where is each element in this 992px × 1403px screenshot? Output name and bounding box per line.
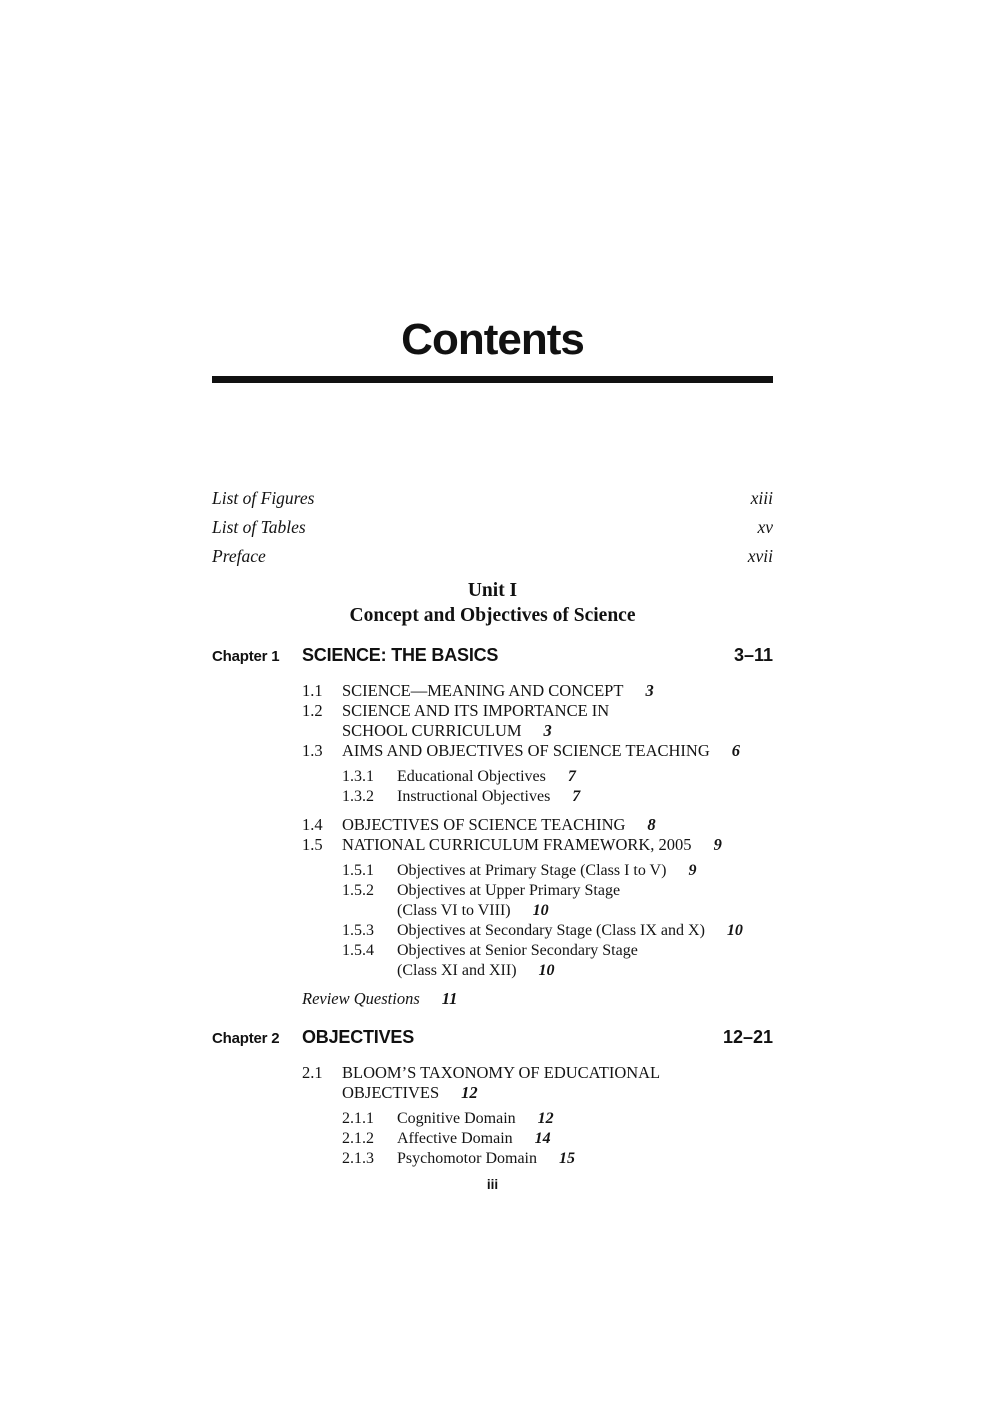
- front-matter-list: [212, 487, 773, 567]
- chapter-label: Chapter 1: [212, 648, 280, 665]
- front-matter-page: xiii: [750, 488, 773, 508]
- chapter-heading: [212, 1027, 773, 1048]
- page-number-footer: iii: [486, 1177, 499, 1192]
- toc-subentry: [342, 1129, 773, 1149]
- entry-page: 3: [645, 681, 654, 700]
- unit-heading: [212, 578, 773, 628]
- entry-text: [342, 815, 773, 835]
- entry-title-line: BLOOM’S TAXONOMY OF EDUCATIONAL: [342, 1063, 661, 1082]
- entry-title-line: Objectives at Senior Secondary Stage: [397, 942, 638, 959]
- entry-number: 2.1.2: [342, 1130, 374, 1147]
- entry-text: [397, 1149, 773, 1169]
- entry-text: [397, 1129, 773, 1149]
- front-matter-row: [212, 487, 773, 509]
- toc-subentry: [342, 1109, 773, 1129]
- entry-title: Objectives at Primary Stage (Class I to V): [397, 862, 667, 879]
- entry-text: [397, 921, 773, 941]
- entry-title-line: [342, 1083, 773, 1103]
- entry-title-line: [397, 961, 773, 981]
- entry-number: 1.5.1: [342, 862, 374, 879]
- entry-text: [342, 701, 773, 741]
- entry-page: 9: [688, 862, 697, 879]
- entry-title: AIMS AND OBJECTIVES OF SCIENCE TEACHING: [342, 741, 710, 760]
- toc-subentry: [342, 787, 773, 807]
- front-matter-page: xv: [757, 517, 773, 537]
- toc-subentry: [342, 767, 773, 787]
- entry-page: 9: [713, 835, 722, 854]
- entry-title-line: Objectives at Upper Primary Stage: [397, 882, 621, 899]
- subsection-group: [342, 1109, 773, 1169]
- entry-page: 10: [726, 922, 743, 939]
- entry-title-line: SCIENCE AND ITS IMPORTANCE IN: [342, 701, 610, 720]
- entry-number: 1.5: [302, 835, 323, 854]
- entry-page: 7: [572, 788, 581, 805]
- entry-page: 12: [537, 1110, 554, 1127]
- page-title: Contents: [401, 315, 584, 364]
- subsection-group: [342, 767, 773, 807]
- front-matter-row: [212, 516, 773, 538]
- entry-page: 11: [441, 989, 458, 1008]
- entry-number: 1.1: [302, 681, 323, 700]
- chapter-page-range: 12–21: [722, 1027, 773, 1047]
- entry-text: [397, 787, 773, 807]
- toc-subentry: [342, 881, 773, 921]
- entry-page: 10: [538, 962, 555, 979]
- entry-page: 7: [567, 768, 576, 785]
- entry-number: 1.5.2: [342, 882, 374, 899]
- chapter-page-range: 3–11: [733, 645, 773, 665]
- entry-number: 1.5.3: [342, 922, 374, 939]
- entry-text: [397, 767, 773, 787]
- toc-entry: [302, 815, 773, 835]
- toc-entry: [302, 701, 773, 741]
- entry-page: 8: [647, 815, 656, 834]
- chapter-title: SCIENCE: THE BASICS: [302, 645, 499, 665]
- toc-entry: [302, 741, 773, 761]
- entry-number: 1.4: [302, 815, 323, 834]
- entry-title: Educational Objectives: [397, 768, 546, 785]
- entry-number: 1.2: [302, 701, 323, 720]
- entry-title: NATIONAL CURRICULUM FRAMEWORK, 2005: [342, 835, 692, 854]
- chapter-heading: [212, 645, 773, 666]
- front-matter-row: [212, 545, 773, 567]
- toc-content: [212, 0, 773, 1192]
- chapter-title: OBJECTIVES: [302, 1027, 415, 1047]
- entry-title: Instructional Objectives: [397, 788, 551, 805]
- entry-text: [302, 989, 773, 1009]
- entry-title-line: [342, 721, 773, 741]
- entry-number: 2.1: [302, 1063, 323, 1082]
- entry-number: 1.3: [302, 741, 323, 760]
- entry-title: SCHOOL CURRICULUM: [342, 721, 522, 740]
- entry-title: OBJECTIVES: [342, 1083, 440, 1102]
- entry-title: OBJECTIVES OF SCIENCE TEACHING: [342, 815, 626, 834]
- entry-text: [397, 861, 773, 881]
- entry-page: 6: [731, 741, 741, 760]
- entry-page: 3: [543, 721, 552, 740]
- entry-title: SCIENCE—MEANING AND CONCEPT: [342, 681, 624, 700]
- toc-entry: [302, 1063, 773, 1103]
- entry-title: (Class XI and XII): [397, 962, 517, 979]
- title-rule: [212, 376, 773, 383]
- toc-entry: [302, 835, 773, 855]
- subsection-group: [342, 861, 773, 981]
- front-matter-label: List of Tables: [212, 517, 306, 537]
- chapter-entries: [302, 1063, 773, 1169]
- entry-number: 1.5.4: [342, 942, 374, 959]
- toc-subentry: [342, 861, 773, 881]
- entry-text: [342, 741, 773, 761]
- front-matter-label: List of Figures: [212, 488, 315, 508]
- chapter-label: Chapter 2: [212, 1030, 280, 1047]
- entry-number: 2.1.3: [342, 1150, 374, 1167]
- toc-subentry: [342, 1149, 773, 1169]
- entry-title: Psychomotor Domain: [397, 1150, 537, 1167]
- entry-title: Objectives at Secondary Stage (Class IX and X): [397, 922, 705, 939]
- entry-page: 12: [461, 1083, 478, 1102]
- unit-number: Unit I: [467, 580, 518, 601]
- chapter-entries: [302, 681, 773, 1009]
- entry-title: Review Questions: [302, 989, 420, 1008]
- entry-text: [397, 1109, 773, 1129]
- entry-text: [342, 681, 773, 701]
- entry-number: 1.3.1: [342, 768, 374, 785]
- entry-text: [397, 881, 773, 921]
- entry-number: 2.1.1: [342, 1110, 374, 1127]
- entry-page: 14: [534, 1130, 551, 1147]
- entry-title: Cognitive Domain: [397, 1110, 516, 1127]
- toc-entry: [302, 681, 773, 701]
- front-matter-page: xvii: [747, 546, 773, 566]
- front-matter-label: Preface: [212, 546, 266, 566]
- entry-number: 1.3.2: [342, 788, 374, 805]
- entry-title: Affective Domain: [397, 1130, 513, 1147]
- unit-title: Concept and Objectives of Science: [349, 605, 636, 626]
- entry-text: [342, 835, 773, 855]
- entry-page: 15: [559, 1150, 575, 1167]
- entry-text: [397, 941, 773, 981]
- entry-title: (Class VI to VIII): [397, 902, 511, 919]
- toc-subentry: [342, 941, 773, 981]
- entry-title-line: [397, 901, 773, 921]
- review-questions-entry: [302, 989, 773, 1009]
- entry-text: [342, 1063, 773, 1103]
- entry-page: 10: [532, 902, 549, 919]
- toc-subentry: [342, 921, 773, 941]
